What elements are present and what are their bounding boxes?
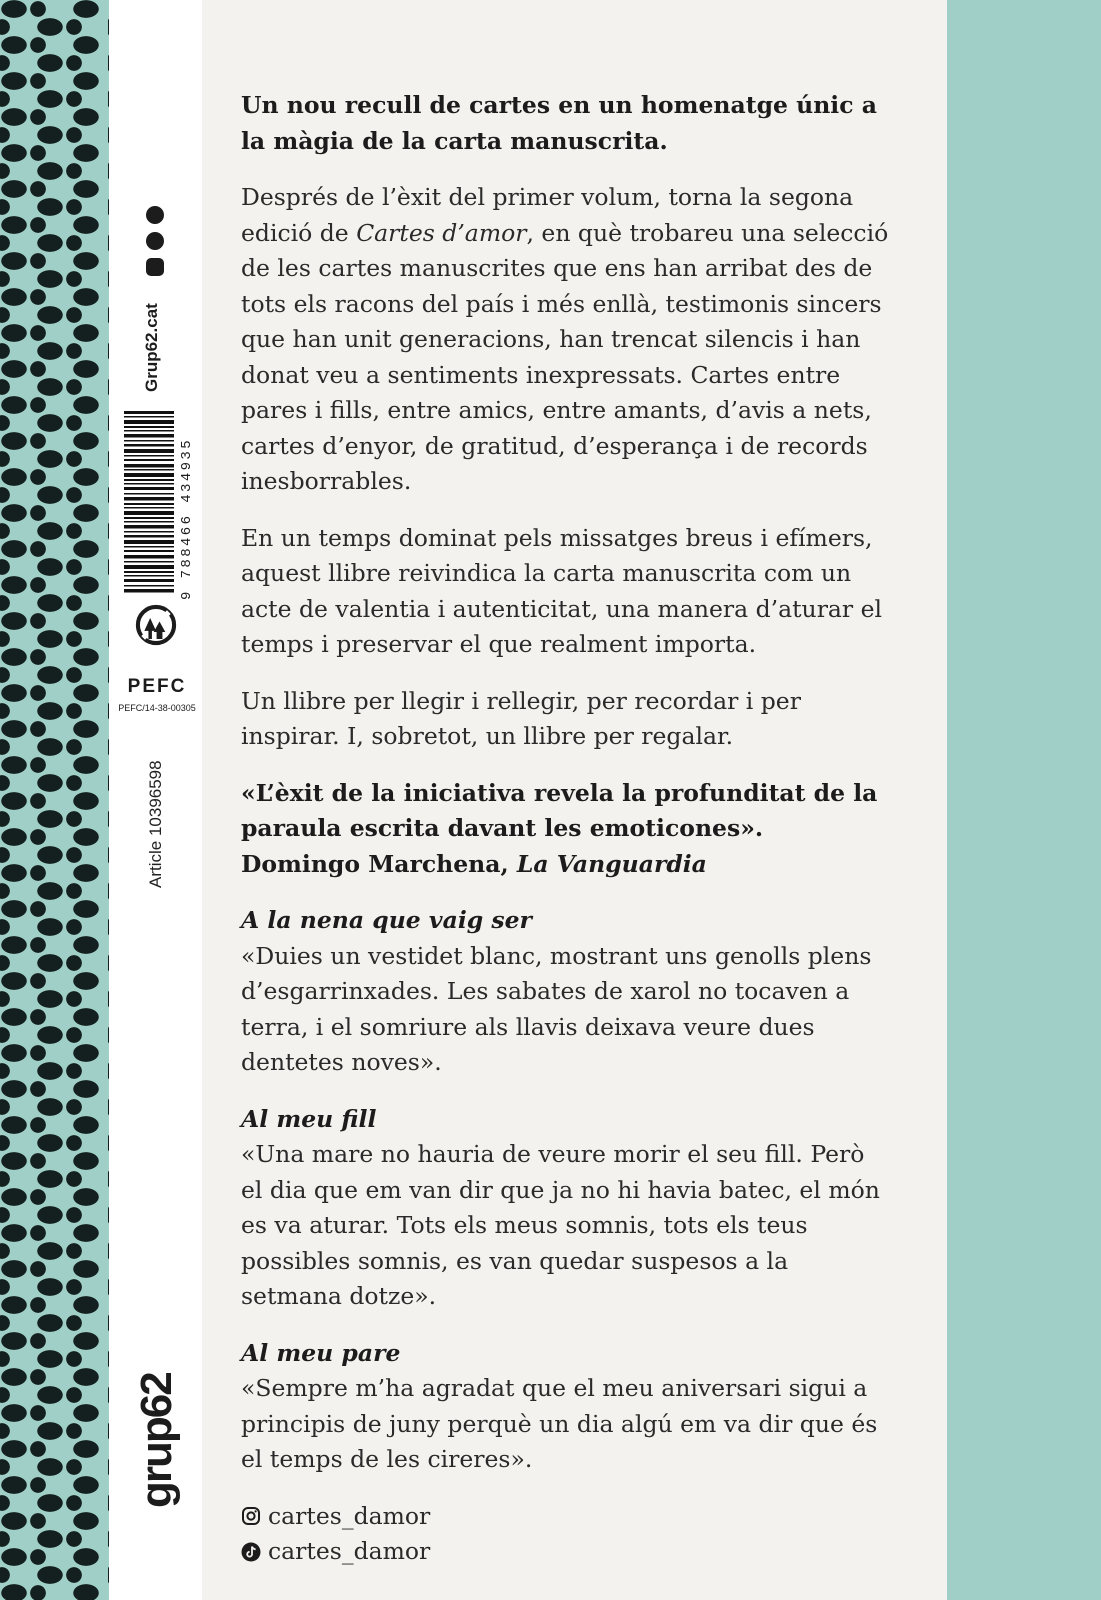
letter-excerpt [241, 1102, 891, 1315]
letter-title: Al meu pare [241, 1338, 401, 1367]
letter-text: «Duies un vestidet blanc, mostrant uns genolls plens d’esgarrinxades. Les sabates de xarol no tocaven a terra, i el somriure als llavis deixava veure dues dentetes noves». [241, 941, 872, 1076]
social-handle-instagram [241, 1499, 891, 1535]
back-cover-text [241, 88, 891, 1570]
article-number: Article 10396598 [146, 760, 165, 888]
quote-source: La Vanguardia [516, 849, 707, 878]
instagram-icon [241, 1506, 261, 1526]
quote-text: «L’èxit de la iniciativa revela la profunditat de la paraula escrita davant les emoticones». [241, 778, 878, 842]
spine-social-icons [146, 206, 168, 284]
pefc-label: PEFC [127, 676, 187, 697]
facebook-icon [146, 232, 164, 250]
pefc-logo [116, 604, 196, 674]
accent-strip [947, 0, 1101, 1600]
tiktok-icon [241, 1542, 261, 1562]
description-paragraph-3: Un llibre per llegir i rellegir, per recordar i per inspirar. I, sobretot, un llibre per regalar. [241, 686, 801, 750]
social-handle-tiktok [241, 1534, 891, 1570]
pefc-code: PEFC/14-38-00305 [118, 703, 196, 713]
quote-author: Domingo Marchena, [241, 849, 517, 878]
description-paragraph-2: En un temps dominat pels missatges breus i efímers, aquest llibre reivindica la carta manuscrita com un acte de valentia i autenticitat, una manera d’aturar el temps i preservar el que realment importa. [241, 523, 883, 658]
isbn-digits: 9 788466 434935 [179, 437, 195, 600]
letter-excerpt [241, 1336, 891, 1478]
press-quote [241, 776, 891, 883]
letter-text: «Sempre m’ha agradat que el meu aniversari sigui a principis de juny perquè un dia algú em va dir que és el temps de les cireres». [241, 1374, 878, 1473]
letter-title: A la nena que vaig ser [241, 906, 532, 934]
spine-website: Grup62.cat [142, 303, 161, 392]
instagram-handle: cartes_damor [268, 1501, 431, 1530]
barcode [124, 411, 174, 595]
letter-excerpt [241, 903, 891, 1081]
book-title-italic: Cartes d’amor [356, 218, 527, 247]
description-paragraph-1 [241, 180, 891, 500]
social-handles [241, 1499, 891, 1570]
paragraph-1-end: , en què trobareu una selecció de les cartes manuscrites que ens han arribat des de tots els racons del país i més enllà, testimonis sincers que han unit generacions, han trencat silencis i han donat veu a sentiments inexpressats. Cartes entre pares i fills, entre amics, entre amants, d’avis a nets, cartes d’enyor, de gratitud, d’esperança i de records inesborrables. [241, 218, 889, 495]
publisher-logo: grup62 [132, 1373, 181, 1508]
letter-text: «Una mare no hauria de veure morir el seu fill. Però el dia que em van dir que ja no hi havia batec, el món es va aturar. Tots els meus somnis, tots els teus possibles somnis, es van quedar suspesos a la setmana dotze». [241, 1140, 880, 1310]
tiktok-handle: cartes_damor [268, 1537, 431, 1565]
paragraph-1-start: Després de l’èxit del primer volum, torna la segona edició de [241, 183, 854, 247]
instagram-icon [146, 258, 164, 276]
lead-text: Un nou recull de cartes en un homenatge únic a la màgia de la carta manuscrita. [241, 91, 877, 155]
letter-title: Al meu fill [241, 1104, 377, 1133]
close-x-icon [146, 206, 164, 224]
decorative-pattern-strip [0, 0, 109, 1600]
